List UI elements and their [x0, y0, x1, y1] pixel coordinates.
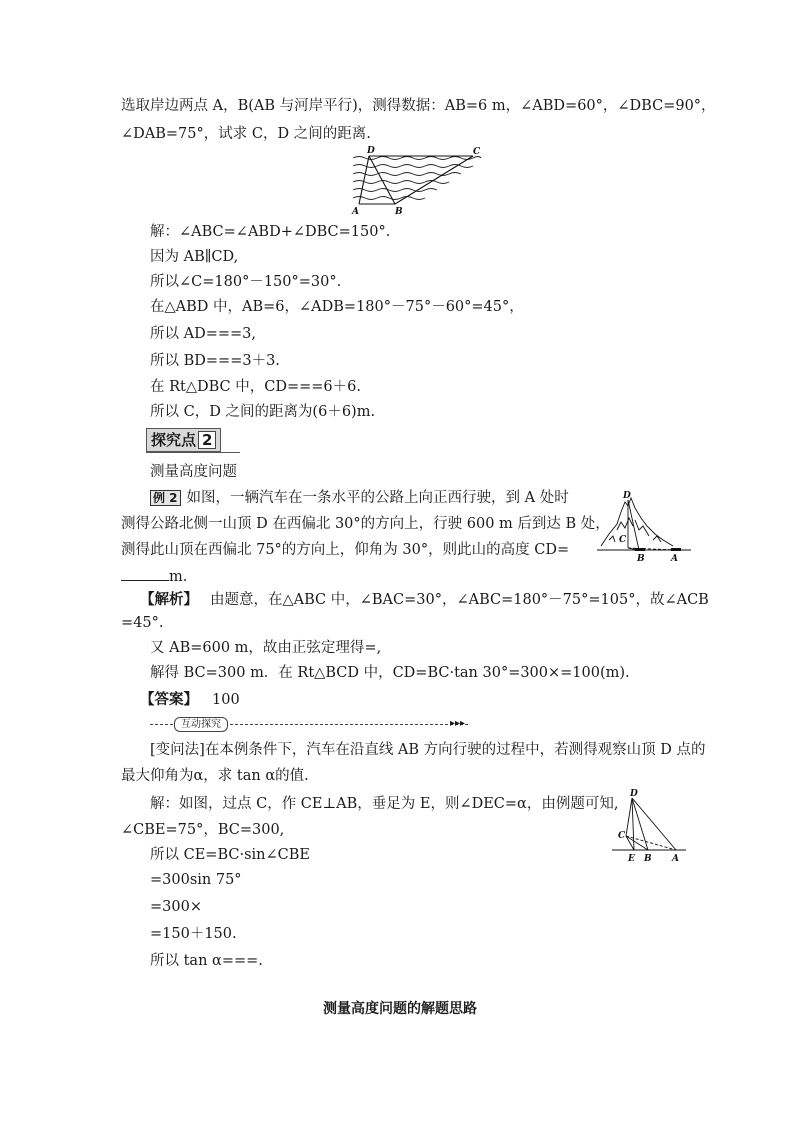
- fig1-label-d: D: [367, 146, 375, 156]
- interactive-label: 互动探究: [174, 717, 228, 732]
- example-tag: 例 2: [150, 490, 181, 506]
- analysis-line-2: =45°.: [121, 615, 164, 631]
- solution1-line-6: 所以 BD===3＋3.: [150, 353, 280, 369]
- fig2-label-b: B: [637, 554, 645, 564]
- elevation-lines: [612, 798, 686, 850]
- answer-blank: [121, 566, 169, 581]
- solution2-line-1: 解：如图，过点 C，作 CE⊥AB，垂足为 E，则∠DEC=α，由例题可知,: [150, 796, 619, 812]
- fig1-label-c: C: [473, 147, 481, 157]
- analysis-text-1: 由题意，在△ABC 中，∠BAC=30°，∠ABC=180°－75°=105°，故∠ACB: [210, 592, 709, 608]
- analysis-line-1: [140, 590, 709, 610]
- section-number: 2: [198, 431, 216, 449]
- example-text-1: 如图，一辆汽车在一条水平的公路上向正西行驶，到 A 处时: [186, 490, 569, 506]
- mountain-lines: [597, 500, 691, 550]
- solution2-line-6: =150＋150.: [150, 926, 237, 942]
- solution1-line-5: 所以 AD===3,: [150, 326, 256, 342]
- solution2-line-3: 所以 CE=BC·sin∠CBE: [150, 847, 310, 863]
- fig3-label-d: D: [630, 789, 638, 799]
- problem-line-1: 选取岸边两点 A，B(AB 与河岸平行)，测得数据：AB=6 m，∠ABD=60°，∠DBC=90°，: [121, 98, 716, 114]
- solution2-line-7: 所以 tan α===.: [150, 953, 263, 969]
- solution1-line-2: 因为 AB∥CD,: [150, 249, 239, 265]
- fig3-label-c: C: [618, 831, 626, 841]
- mountain-figure: [595, 490, 695, 566]
- variation-line-2: 最大仰角为α，求 tan α的值.: [121, 768, 309, 784]
- solution2-line-5: =300×: [150, 899, 202, 915]
- solution1-line-1: 解：∠ABC=∠ABD+∠DBC=150°.: [150, 224, 391, 240]
- solution1-line-3: 所以∠C=180°－150°=30°.: [150, 274, 342, 290]
- fig3-label-a: A: [672, 854, 679, 864]
- section-underline: [146, 452, 240, 453]
- solution2-line-2: ∠CBE=75°，BC=300,: [121, 822, 285, 838]
- section-label: 探究点: [151, 431, 197, 449]
- solution2-line-4: =300sin 75°: [150, 872, 242, 888]
- answer-value: 100: [212, 692, 240, 708]
- example-line-3: 测得此山顶在西偏北 75°的方向上，仰角为 30°，则此山的高度 CD=: [121, 542, 570, 558]
- section-heading: [146, 428, 246, 452]
- solution1-line-4: 在△ABD 中，AB=6，∠ADB=180°－75°－60°=45°，: [150, 299, 524, 315]
- answer-line: [140, 690, 240, 710]
- fig1-label-b: B: [395, 207, 403, 217]
- problem-line-2: ∠DAB=75°，试求 C，D 之间的距离.: [121, 126, 371, 142]
- example-line-4: [121, 566, 187, 587]
- fig2-label-d: D: [623, 491, 631, 501]
- solution1-line-7: 在 Rt△DBC 中，CD===6＋6.: [150, 379, 361, 395]
- example-line-1: [150, 488, 569, 508]
- solution1-line-8: 所以 C，D 之间的距离为(6＋6)m.: [150, 404, 376, 420]
- section-tag: [146, 428, 221, 452]
- arrow-icon: ▸▸▸: [450, 718, 466, 729]
- river-figure: [345, 144, 495, 220]
- footer-title: 测量高度问题的解题思路: [323, 1001, 477, 1017]
- elevation-figure: [612, 790, 692, 866]
- fig3-label-b: B: [644, 854, 652, 864]
- fig3-label-e: E: [628, 854, 635, 864]
- river-triangle: [359, 156, 473, 204]
- analysis-line-4: 解得 BC=300 m．在 Rt△BCD 中，CD=BC·tan 30°=300×=100(m).: [150, 665, 630, 681]
- mountain-shape: [601, 498, 673, 546]
- section-title: 测量高度问题: [150, 464, 237, 480]
- example-suffix: m.: [169, 569, 188, 585]
- variation-line-1: [变问法]在本例条件下，汽车在沿直线 AB 方向行驶的过程中，若测得观察山顶 D 点的: [150, 742, 706, 758]
- answer-tag: 【答案】: [140, 691, 198, 708]
- fig1-label-a: A: [352, 207, 359, 217]
- fig2-label-c: C: [619, 535, 627, 545]
- analysis-line-3: 又 AB=600 m，故由正弦定理得=,: [150, 640, 382, 656]
- analysis-tag: 【解析】: [140, 591, 198, 608]
- interactive-divider: [150, 718, 470, 730]
- fig2-label-a: A: [671, 554, 678, 564]
- example-line-2: 测得公路北侧一山顶 D 在西偏北 30°的方向上，行驶 600 m 后到达 B 处，: [121, 516, 610, 532]
